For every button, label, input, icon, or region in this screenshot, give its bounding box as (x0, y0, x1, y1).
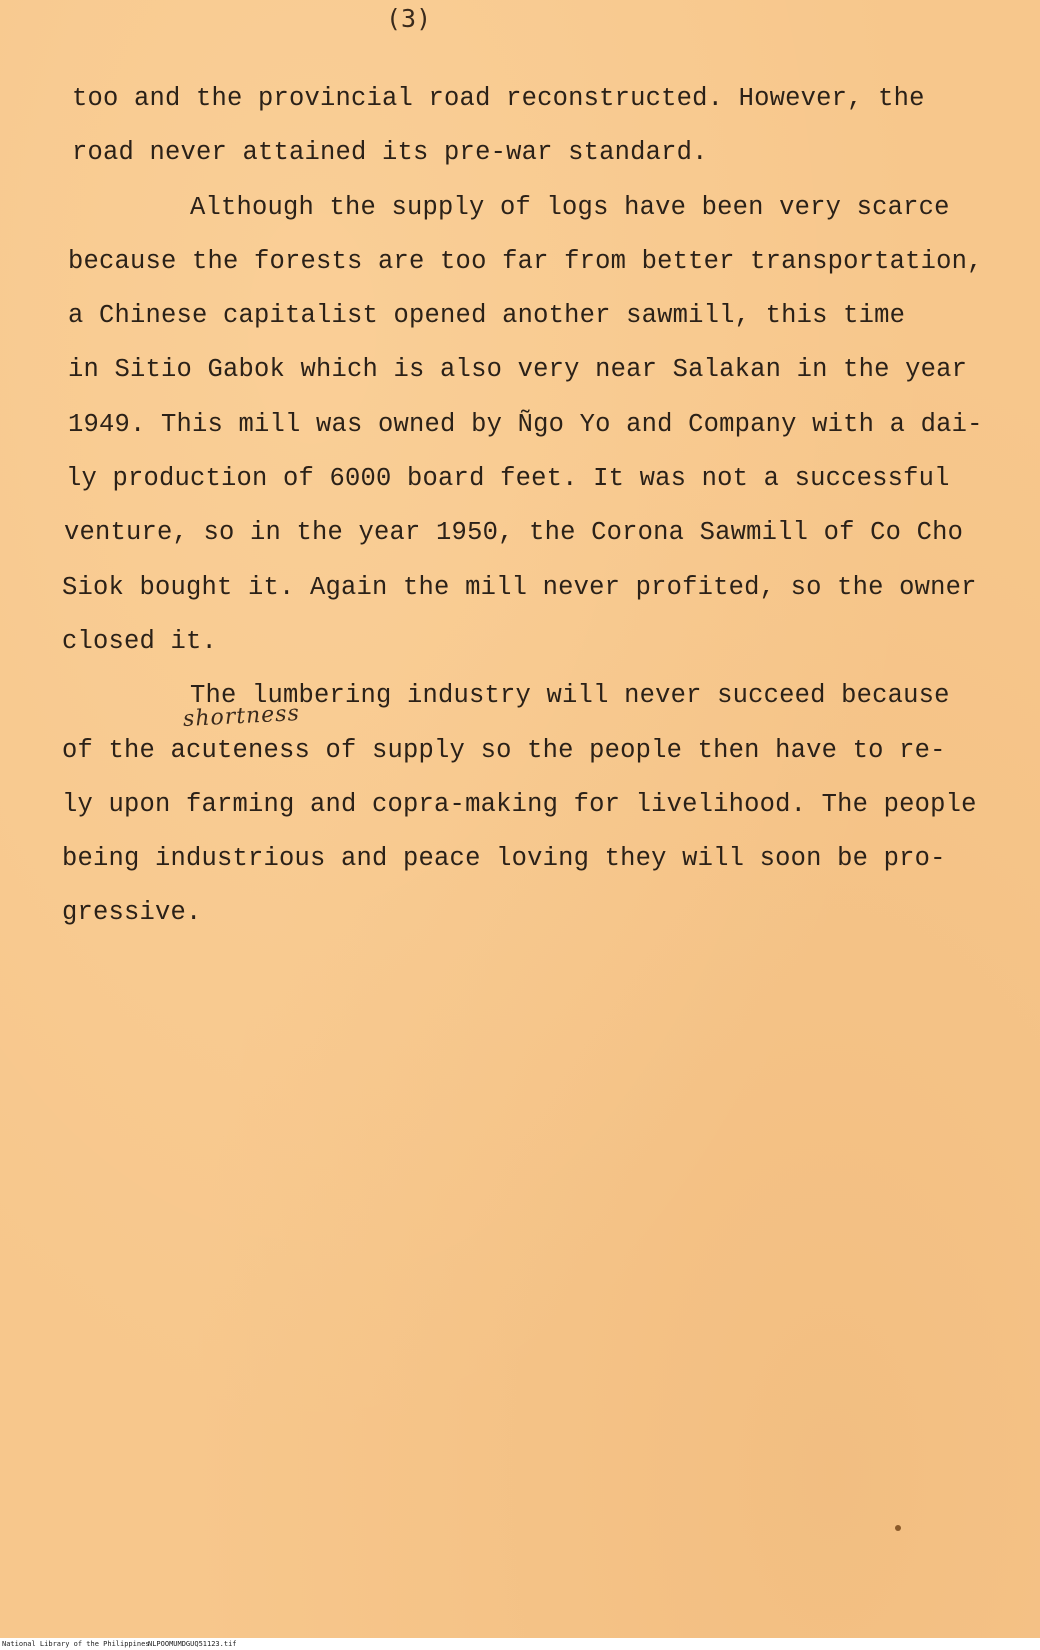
footer-library-name: National Library of the Philippines (2, 1640, 150, 1648)
scan-footer (0, 1639, 1040, 1650)
text-line: venture, so in the year 1950, the Corona Sawmill of Co Cho (64, 518, 964, 548)
text-line: Siok bought it. Again the mill never profited, so the owner (62, 572, 977, 602)
text-line: road never attained its pre-war standard. (72, 138, 708, 168)
typed-text-body (60, 72, 1035, 941)
text-line: The lumbering industry will never succeed because (190, 681, 950, 711)
text-line: ly production of 6000 board feet. It was not a successful (66, 464, 950, 494)
text-line: in Sitio Gabok which is also very near Salakan in the year (68, 355, 968, 385)
footer-file-name: NLPOOMUMDGUQ51123.tif (148, 1640, 237, 1648)
text-line: because the forests are too far from better transportation, (68, 246, 983, 276)
ink-spot (895, 1525, 901, 1531)
handwritten-correction: shortness (182, 700, 301, 733)
text-line: closed it. (62, 626, 218, 656)
text-line: 1949. This mill was owned by Ñgo Yo and Company with a dai- (68, 409, 983, 439)
text-line: being industrious and peace loving they will soon be pro- (62, 844, 946, 874)
text-line: ly upon farming and copra-making for livelihood. The people (62, 789, 977, 819)
text-line: Although the supply of logs have been very scarce (190, 192, 950, 222)
text-line: gressive. (62, 898, 202, 928)
text-line: too and the provincial road reconstructed. However, the (72, 84, 925, 113)
text-line: a Chinese capitalist opened another sawmill, this time (68, 301, 906, 331)
text-line: of the acuteness of supply so the people then have to re- (62, 735, 946, 765)
page-number: (3) (386, 4, 432, 33)
